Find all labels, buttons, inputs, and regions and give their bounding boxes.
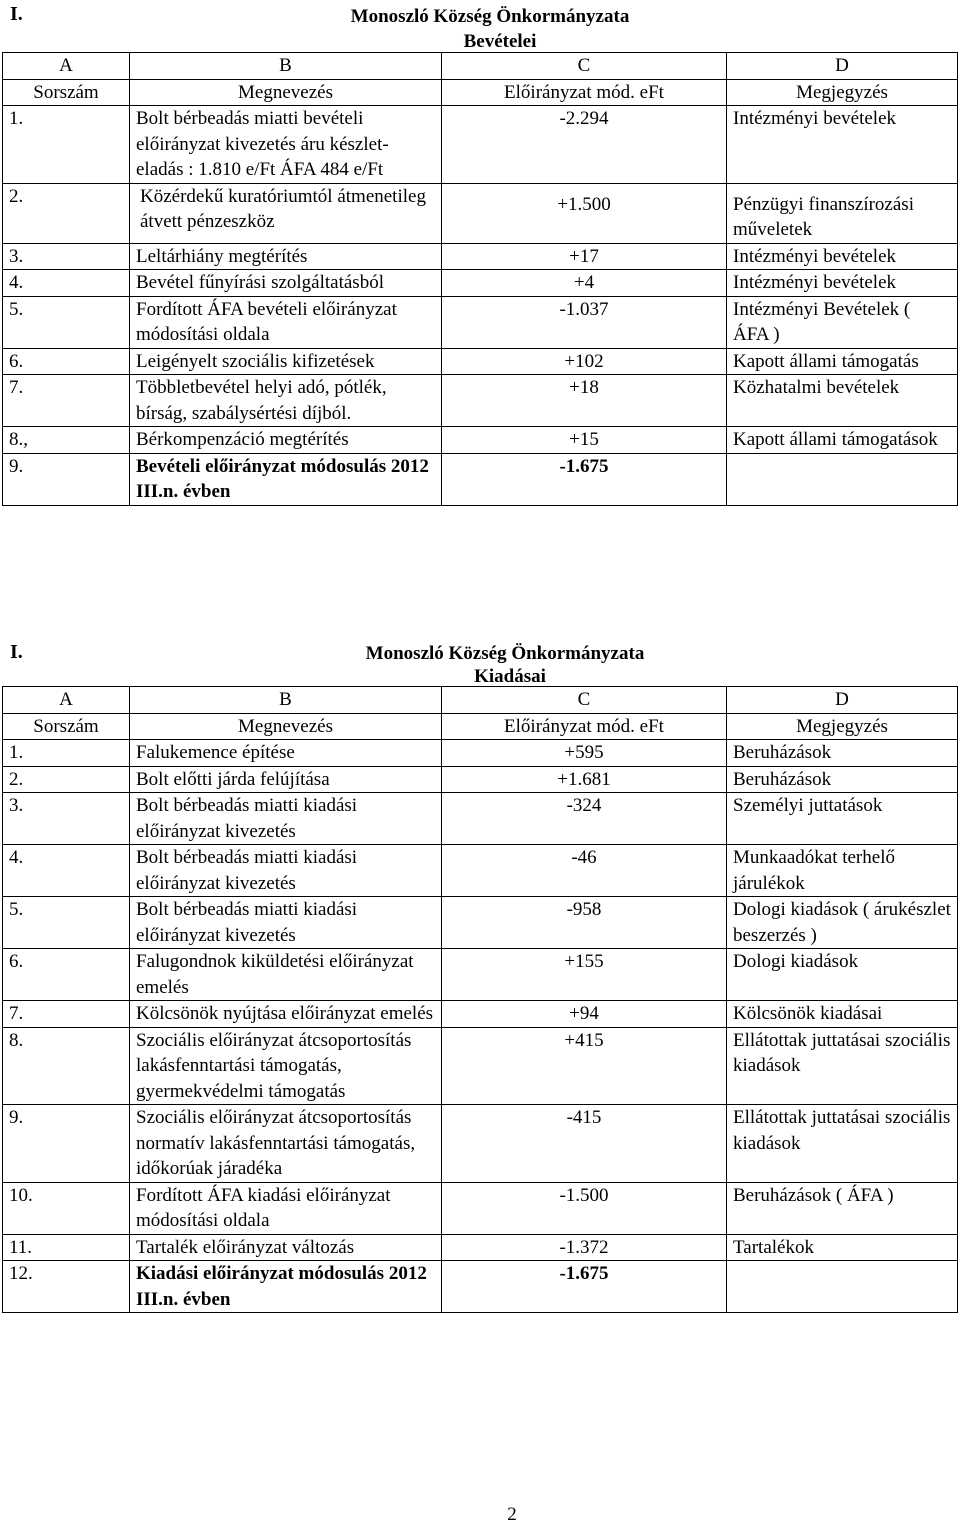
- row-name: Közérdekű kuratóriumtól átmenetileg átvett pénzeszköz: [130, 183, 442, 243]
- row-amount: -1.675: [442, 1261, 727, 1313]
- row-name: Szociális előirányzat átcsoportosítás normatív lakásfenntartási támogatás, időkorúak járadéka: [130, 1105, 442, 1183]
- page-number: 2: [507, 1504, 517, 1525]
- income-subtitle: Bevételei: [463, 31, 537, 52]
- row-amount: +155: [442, 949, 727, 1001]
- row-amount: +15: [442, 427, 727, 454]
- row-number: 9.: [3, 453, 130, 505]
- table-row: [3, 427, 958, 454]
- row-amount: -2.294: [442, 106, 727, 184]
- income-letter-row: [3, 53, 958, 80]
- row-number: 3.: [3, 243, 130, 270]
- row-note: Kapott állami támogatások: [727, 427, 958, 454]
- col-letter-a: A: [3, 53, 130, 80]
- table-row: [3, 1105, 958, 1183]
- table-row: [3, 375, 958, 427]
- table-row: [3, 845, 958, 897]
- row-amount: +94: [442, 1001, 727, 1028]
- expense-title: Monoszló Község Önkormányzata: [365, 643, 645, 664]
- row-note: [727, 453, 958, 505]
- row-amount: -958: [442, 897, 727, 949]
- row-number: 6.: [3, 949, 130, 1001]
- row-note: Közhatalmi bevételek: [727, 375, 958, 427]
- table-row: [3, 1234, 958, 1261]
- row-name: Többletbevétel helyi adó, pótlék, bírság, szabálysértési díjból.: [130, 375, 442, 427]
- expense-header-row: [3, 713, 958, 740]
- table-row: [3, 793, 958, 845]
- row-note: Tartalékok: [727, 1234, 958, 1261]
- row-name: Bevételi előirányzat módosulás 2012 III.n. évben: [130, 453, 442, 505]
- income-title: Monoszló Község Önkormányzata: [350, 6, 630, 27]
- row-note: Kölcsönök kiadásai: [727, 1001, 958, 1028]
- row-amount: -46: [442, 845, 727, 897]
- header-sorszam: Sorszám: [3, 79, 130, 106]
- table-row: [3, 897, 958, 949]
- col-letter-b: B: [130, 53, 442, 80]
- row-name: Falugondnok kiküldetési előirányzat emelés: [130, 949, 442, 1001]
- header-megjegyzes: Megjegyzés: [727, 713, 958, 740]
- row-note: Ellátottak juttatásai szociális kiadások: [727, 1105, 958, 1183]
- row-number: 11.: [3, 1234, 130, 1261]
- expense-letter-row: [3, 687, 958, 714]
- row-number: 4.: [3, 845, 130, 897]
- table-row: [3, 243, 958, 270]
- table-row: [3, 296, 958, 348]
- row-name: Leigényelt szociális kifizetések: [130, 348, 442, 375]
- header-eloiranyzat: Előirányzat mód. eFt: [442, 79, 727, 106]
- section-roman-income: I.: [10, 3, 23, 25]
- col-letter-a: A: [3, 687, 130, 714]
- table-row: [3, 106, 958, 184]
- row-name: Bolt bérbeadás miatti kiadási előirányzat kivezetés: [130, 845, 442, 897]
- row-note: Dologi kiadások: [727, 949, 958, 1001]
- row-number: 8.,: [3, 427, 130, 454]
- income-table: [2, 52, 958, 506]
- row-number: 1.: [3, 740, 130, 767]
- header-megnevezes: Megnevezés: [130, 713, 442, 740]
- row-name: Bevétel fűnyírási szolgáltatásból: [130, 270, 442, 297]
- row-number: 3.: [3, 793, 130, 845]
- col-letter-b: B: [130, 687, 442, 714]
- row-amount: +18: [442, 375, 727, 427]
- col-letter-c: C: [442, 53, 727, 80]
- row-number: 2.: [3, 183, 130, 243]
- header-megnevezes: Megnevezés: [130, 79, 442, 106]
- table-row: [3, 1182, 958, 1234]
- col-letter-d: D: [727, 53, 958, 80]
- header-megjegyzes: Megjegyzés: [727, 79, 958, 106]
- table-row: [3, 1261, 958, 1313]
- income-header-row: [3, 79, 958, 106]
- row-note: Dologi kiadások ( árukészlet beszerzés ): [727, 897, 958, 949]
- row-name: Szociális előirányzat átcsoportosítás lakásfenntartási támogatás, gyermekvédelmi támogatás: [130, 1027, 442, 1105]
- row-note: Intézményi bevételek: [727, 270, 958, 297]
- section-roman-expense: I.: [10, 641, 23, 663]
- table-row: [3, 949, 958, 1001]
- row-amount: +1.681: [442, 766, 727, 793]
- row-note: Intézményi bevételek: [727, 106, 958, 184]
- row-amount: +415: [442, 1027, 727, 1105]
- row-note: Pénzügyi finanszírozási műveletek: [727, 183, 958, 243]
- row-number: 2.: [3, 766, 130, 793]
- expense-table: [2, 686, 958, 1313]
- row-name: Fordított ÁFA kiadási előirányzat módosítási oldala: [130, 1182, 442, 1234]
- row-name: Bolt bérbeadás miatti bevételi előirányzat kivezetés áru készlet-eladás : 1.810 e/Ft ÁFA 484 e/Ft: [130, 106, 442, 184]
- header-eloiranyzat: Előirányzat mód. eFt: [442, 713, 727, 740]
- table-row: [3, 740, 958, 767]
- row-number: 5.: [3, 897, 130, 949]
- row-amount: +102: [442, 348, 727, 375]
- row-note: Beruházások ( ÁFA ): [727, 1182, 958, 1234]
- row-number: 9.: [3, 1105, 130, 1183]
- row-amount: +17: [442, 243, 727, 270]
- row-amount: -1.675: [442, 453, 727, 505]
- row-name: Tartalék előirányzat változás: [130, 1234, 442, 1261]
- row-amount: -1.500: [442, 1182, 727, 1234]
- row-name: Falukemence építése: [130, 740, 442, 767]
- row-name: Kölcsönök nyújtása előirányzat emelés: [130, 1001, 442, 1028]
- col-letter-d: D: [727, 687, 958, 714]
- row-amount: -415: [442, 1105, 727, 1183]
- header-sorszam: Sorszám: [3, 713, 130, 740]
- row-number: 5.: [3, 296, 130, 348]
- row-note: [727, 1261, 958, 1313]
- row-amount: -1.037: [442, 296, 727, 348]
- row-amount: +1.500: [442, 183, 727, 243]
- row-name: Bolt bérbeadás miatti kiadási előirányzat kivezetés: [130, 897, 442, 949]
- row-name: Leltárhiány megtérítés: [130, 243, 442, 270]
- row-name: Bolt bérbeadás miatti kiadási előirányzat kivezetés: [130, 793, 442, 845]
- row-note: Intézményi bevételek: [727, 243, 958, 270]
- expense-subtitle: Kiadásai: [474, 666, 546, 687]
- row-number: 1.: [3, 106, 130, 184]
- table-row: [3, 348, 958, 375]
- row-note: Munkaadókat terhelő járulékok: [727, 845, 958, 897]
- row-number: 7.: [3, 1001, 130, 1028]
- row-number: 4.: [3, 270, 130, 297]
- row-note: Ellátottak juttatásai szociális kiadások: [727, 1027, 958, 1105]
- row-number: 6.: [3, 348, 130, 375]
- row-note: Intézményi Bevételek ( ÁFA ): [727, 296, 958, 348]
- row-note: Személyi juttatások: [727, 793, 958, 845]
- row-number: 12.: [3, 1261, 130, 1313]
- row-number: 7.: [3, 375, 130, 427]
- row-amount: -1.372: [442, 1234, 727, 1261]
- row-amount: -324: [442, 793, 727, 845]
- row-name: Bérkompenzáció megtérítés: [130, 427, 442, 454]
- row-note: Beruházások: [727, 766, 958, 793]
- table-row: [3, 766, 958, 793]
- row-number: 8.: [3, 1027, 130, 1105]
- row-note: Kapott állami támogatás: [727, 348, 958, 375]
- row-name: Kiadási előirányzat módosulás 2012 III.n. évben: [130, 1261, 442, 1313]
- table-row: [3, 453, 958, 505]
- row-amount: +4: [442, 270, 727, 297]
- row-name: Fordított ÁFA bevételi előirányzat módosítási oldala: [130, 296, 442, 348]
- row-amount: +595: [442, 740, 727, 767]
- row-number: 10.: [3, 1182, 130, 1234]
- table-row: [3, 1001, 958, 1028]
- table-row: [3, 270, 958, 297]
- col-letter-c: C: [442, 687, 727, 714]
- table-row: [3, 183, 958, 243]
- table-row: [3, 1027, 958, 1105]
- row-name: Bolt előtti járda felújítása: [130, 766, 442, 793]
- row-note: Beruházások: [727, 740, 958, 767]
